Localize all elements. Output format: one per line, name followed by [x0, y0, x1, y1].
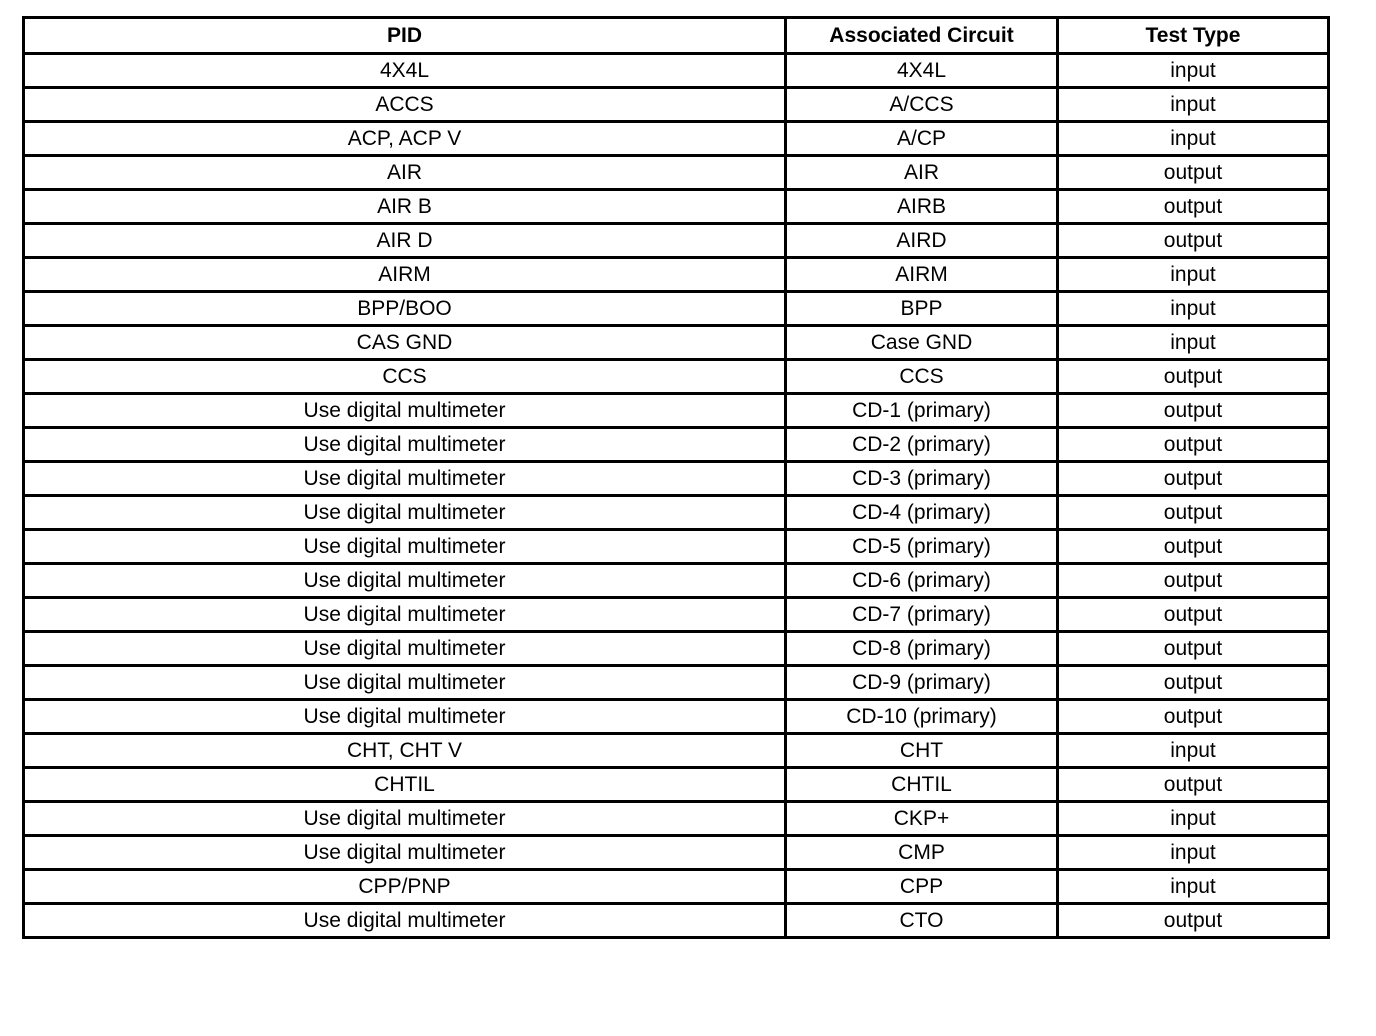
- table-row: [24, 530, 1329, 564]
- table-row: [24, 462, 1329, 496]
- cell-pid: Use digital multimeter: [24, 462, 786, 496]
- table-row: [24, 394, 1329, 428]
- cell-pid: Use digital multimeter: [24, 496, 786, 530]
- table-row: [24, 802, 1329, 836]
- cell-test-type: output: [1058, 462, 1329, 496]
- cell-associated-circuit: CD-6 (primary): [786, 564, 1058, 598]
- table-row: [24, 190, 1329, 224]
- table-row: [24, 428, 1329, 462]
- cell-test-type: input: [1058, 802, 1329, 836]
- table-row: [24, 768, 1329, 802]
- table-row: [24, 870, 1329, 904]
- cell-test-type: output: [1058, 700, 1329, 734]
- cell-pid: CHT, CHT V: [24, 734, 786, 768]
- pid-circuit-table: [22, 16, 1330, 939]
- table-row: [24, 564, 1329, 598]
- cell-pid: Use digital multimeter: [24, 564, 786, 598]
- cell-pid: AIR: [24, 156, 786, 190]
- table-row: [24, 156, 1329, 190]
- cell-pid: CCS: [24, 360, 786, 394]
- cell-pid: Use digital multimeter: [24, 836, 786, 870]
- cell-test-type: output: [1058, 428, 1329, 462]
- cell-test-type: output: [1058, 190, 1329, 224]
- cell-test-type: input: [1058, 734, 1329, 768]
- table-header-row: [24, 18, 1329, 54]
- cell-test-type: output: [1058, 360, 1329, 394]
- table-body: [24, 54, 1329, 938]
- cell-pid: Use digital multimeter: [24, 428, 786, 462]
- cell-test-type: output: [1058, 156, 1329, 190]
- table-row: [24, 734, 1329, 768]
- cell-associated-circuit: AIR: [786, 156, 1058, 190]
- cell-test-type: output: [1058, 666, 1329, 700]
- cell-pid: Use digital multimeter: [24, 394, 786, 428]
- cell-associated-circuit: CHT: [786, 734, 1058, 768]
- cell-test-type: output: [1058, 394, 1329, 428]
- cell-test-type: output: [1058, 530, 1329, 564]
- table-row: [24, 836, 1329, 870]
- cell-test-type: input: [1058, 870, 1329, 904]
- cell-pid: Use digital multimeter: [24, 666, 786, 700]
- cell-test-type: input: [1058, 88, 1329, 122]
- cell-associated-circuit: CD-4 (primary): [786, 496, 1058, 530]
- cell-test-type: output: [1058, 564, 1329, 598]
- cell-pid: Use digital multimeter: [24, 632, 786, 666]
- cell-associated-circuit: CD-9 (primary): [786, 666, 1058, 700]
- cell-associated-circuit: CPP: [786, 870, 1058, 904]
- cell-associated-circuit: AIRM: [786, 258, 1058, 292]
- header-associated-circuit: Associated Circuit: [786, 18, 1058, 54]
- cell-pid: CPP/PNP: [24, 870, 786, 904]
- cell-pid: AIRM: [24, 258, 786, 292]
- cell-test-type: input: [1058, 292, 1329, 326]
- cell-pid: Use digital multimeter: [24, 530, 786, 564]
- cell-pid: Use digital multimeter: [24, 904, 786, 938]
- table-row: [24, 904, 1329, 938]
- cell-pid: AIR B: [24, 190, 786, 224]
- cell-associated-circuit: CD-10 (primary): [786, 700, 1058, 734]
- cell-pid: ACP, ACP V: [24, 122, 786, 156]
- table-row: [24, 224, 1329, 258]
- cell-associated-circuit: BPP: [786, 292, 1058, 326]
- cell-test-type: input: [1058, 836, 1329, 870]
- cell-pid: Use digital multimeter: [24, 802, 786, 836]
- cell-associated-circuit: CHTIL: [786, 768, 1058, 802]
- table-row: [24, 632, 1329, 666]
- cell-test-type: output: [1058, 224, 1329, 258]
- cell-associated-circuit: CD-5 (primary): [786, 530, 1058, 564]
- cell-pid: AIR D: [24, 224, 786, 258]
- cell-test-type: output: [1058, 768, 1329, 802]
- cell-associated-circuit: AIRD: [786, 224, 1058, 258]
- cell-associated-circuit: CD-3 (primary): [786, 462, 1058, 496]
- cell-pid: CAS GND: [24, 326, 786, 360]
- cell-pid: CHTIL: [24, 768, 786, 802]
- table-row: [24, 88, 1329, 122]
- table-row: [24, 666, 1329, 700]
- table-row: [24, 258, 1329, 292]
- cell-pid: ACCS: [24, 88, 786, 122]
- table-row: [24, 700, 1329, 734]
- cell-associated-circuit: A/CCS: [786, 88, 1058, 122]
- cell-associated-circuit: CTO: [786, 904, 1058, 938]
- cell-test-type: output: [1058, 632, 1329, 666]
- cell-associated-circuit: CD-8 (primary): [786, 632, 1058, 666]
- cell-associated-circuit: CMP: [786, 836, 1058, 870]
- cell-test-type: output: [1058, 496, 1329, 530]
- table-row: [24, 54, 1329, 88]
- cell-test-type: input: [1058, 326, 1329, 360]
- cell-test-type: input: [1058, 54, 1329, 88]
- cell-associated-circuit: CD-1 (primary): [786, 394, 1058, 428]
- header-pid: PID: [24, 18, 786, 54]
- cell-pid: Use digital multimeter: [24, 598, 786, 632]
- table-row: [24, 360, 1329, 394]
- cell-associated-circuit: CKP+: [786, 802, 1058, 836]
- cell-pid: BPP/BOO: [24, 292, 786, 326]
- cell-test-type: output: [1058, 904, 1329, 938]
- table-row: [24, 292, 1329, 326]
- table-row: [24, 122, 1329, 156]
- header-test-type: Test Type: [1058, 18, 1329, 54]
- table-row: [24, 598, 1329, 632]
- cell-pid: 4X4L: [24, 54, 786, 88]
- cell-associated-circuit: A/CP: [786, 122, 1058, 156]
- cell-associated-circuit: AIRB: [786, 190, 1058, 224]
- cell-associated-circuit: Case GND: [786, 326, 1058, 360]
- cell-test-type: input: [1058, 258, 1329, 292]
- cell-associated-circuit: CCS: [786, 360, 1058, 394]
- cell-test-type: input: [1058, 122, 1329, 156]
- cell-associated-circuit: CD-7 (primary): [786, 598, 1058, 632]
- cell-test-type: output: [1058, 598, 1329, 632]
- table-row: [24, 496, 1329, 530]
- cell-pid: Use digital multimeter: [24, 700, 786, 734]
- cell-associated-circuit: CD-2 (primary): [786, 428, 1058, 462]
- cell-associated-circuit: 4X4L: [786, 54, 1058, 88]
- table-row: [24, 326, 1329, 360]
